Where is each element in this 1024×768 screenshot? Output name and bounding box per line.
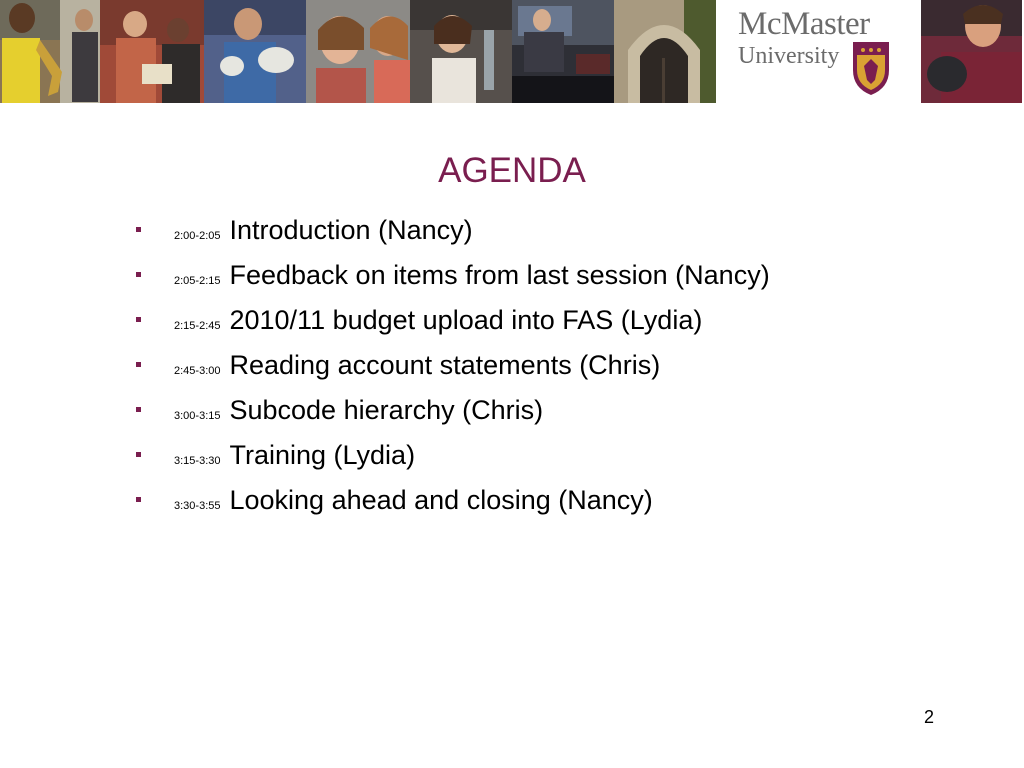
gothic-doorway-photo bbox=[614, 0, 716, 103]
agenda-item bbox=[136, 295, 770, 340]
university-name-line1: McMaster bbox=[738, 6, 870, 42]
agenda-item bbox=[136, 250, 770, 295]
agenda-item bbox=[136, 205, 770, 250]
agenda-item-time: 3:30-3:55 bbox=[174, 500, 221, 512]
agenda-item-text: Subcode hierarchy (Chris) bbox=[229, 395, 544, 425]
agenda-item-text: Looking ahead and closing (Nancy) bbox=[229, 485, 653, 515]
agenda-list bbox=[136, 205, 770, 520]
header-banner bbox=[0, 0, 1024, 103]
agenda-item-text: Training (Lydia) bbox=[229, 440, 416, 470]
university-name-line2: University bbox=[738, 43, 840, 69]
students-photo bbox=[100, 0, 204, 103]
square-bullet-icon bbox=[136, 497, 141, 502]
researcher-photo bbox=[512, 0, 614, 103]
agenda-item bbox=[136, 475, 770, 520]
agenda-item-text: 2010/11 budget upload into FAS (Lydia) bbox=[229, 305, 703, 335]
agenda-item bbox=[136, 430, 770, 475]
lab-bench-photo bbox=[410, 0, 512, 103]
agenda-item-text: Feedback on items from last session (Nancy) bbox=[229, 260, 770, 290]
square-bullet-icon bbox=[136, 362, 141, 367]
lab-student-photo bbox=[204, 0, 306, 103]
agenda-item bbox=[136, 385, 770, 430]
agenda-item bbox=[136, 340, 770, 385]
agenda-item-text: Introduction (Nancy) bbox=[229, 215, 473, 245]
square-bullet-icon bbox=[136, 452, 141, 457]
square-bullet-icon bbox=[136, 317, 141, 322]
university-wordmark bbox=[738, 8, 870, 68]
agenda-item-text: Reading account statements (Chris) bbox=[229, 350, 661, 380]
mcmaster-crest-icon bbox=[851, 40, 891, 101]
football-player-photo bbox=[921, 0, 1022, 103]
agenda-item-time: 2:15-2:45 bbox=[174, 320, 221, 332]
agenda-item-time: 2:00-2:05 bbox=[174, 230, 221, 242]
square-bullet-icon bbox=[136, 272, 141, 277]
agenda-item-time: 3:15-3:30 bbox=[174, 455, 221, 467]
agenda-item-time: 2:45-3:00 bbox=[174, 365, 221, 377]
saxophone-player-photo bbox=[0, 0, 100, 103]
agenda-item-time: 2:05-2:15 bbox=[174, 275, 221, 287]
square-bullet-icon bbox=[136, 407, 141, 412]
agenda-item-time: 3:00-3:15 bbox=[174, 410, 221, 422]
square-bullet-icon bbox=[136, 227, 141, 232]
page-number: 2 bbox=[924, 707, 935, 727]
university-logo bbox=[716, 0, 921, 103]
smiling-students-photo bbox=[306, 0, 410, 103]
slide-title: AGENDA bbox=[438, 151, 586, 190]
